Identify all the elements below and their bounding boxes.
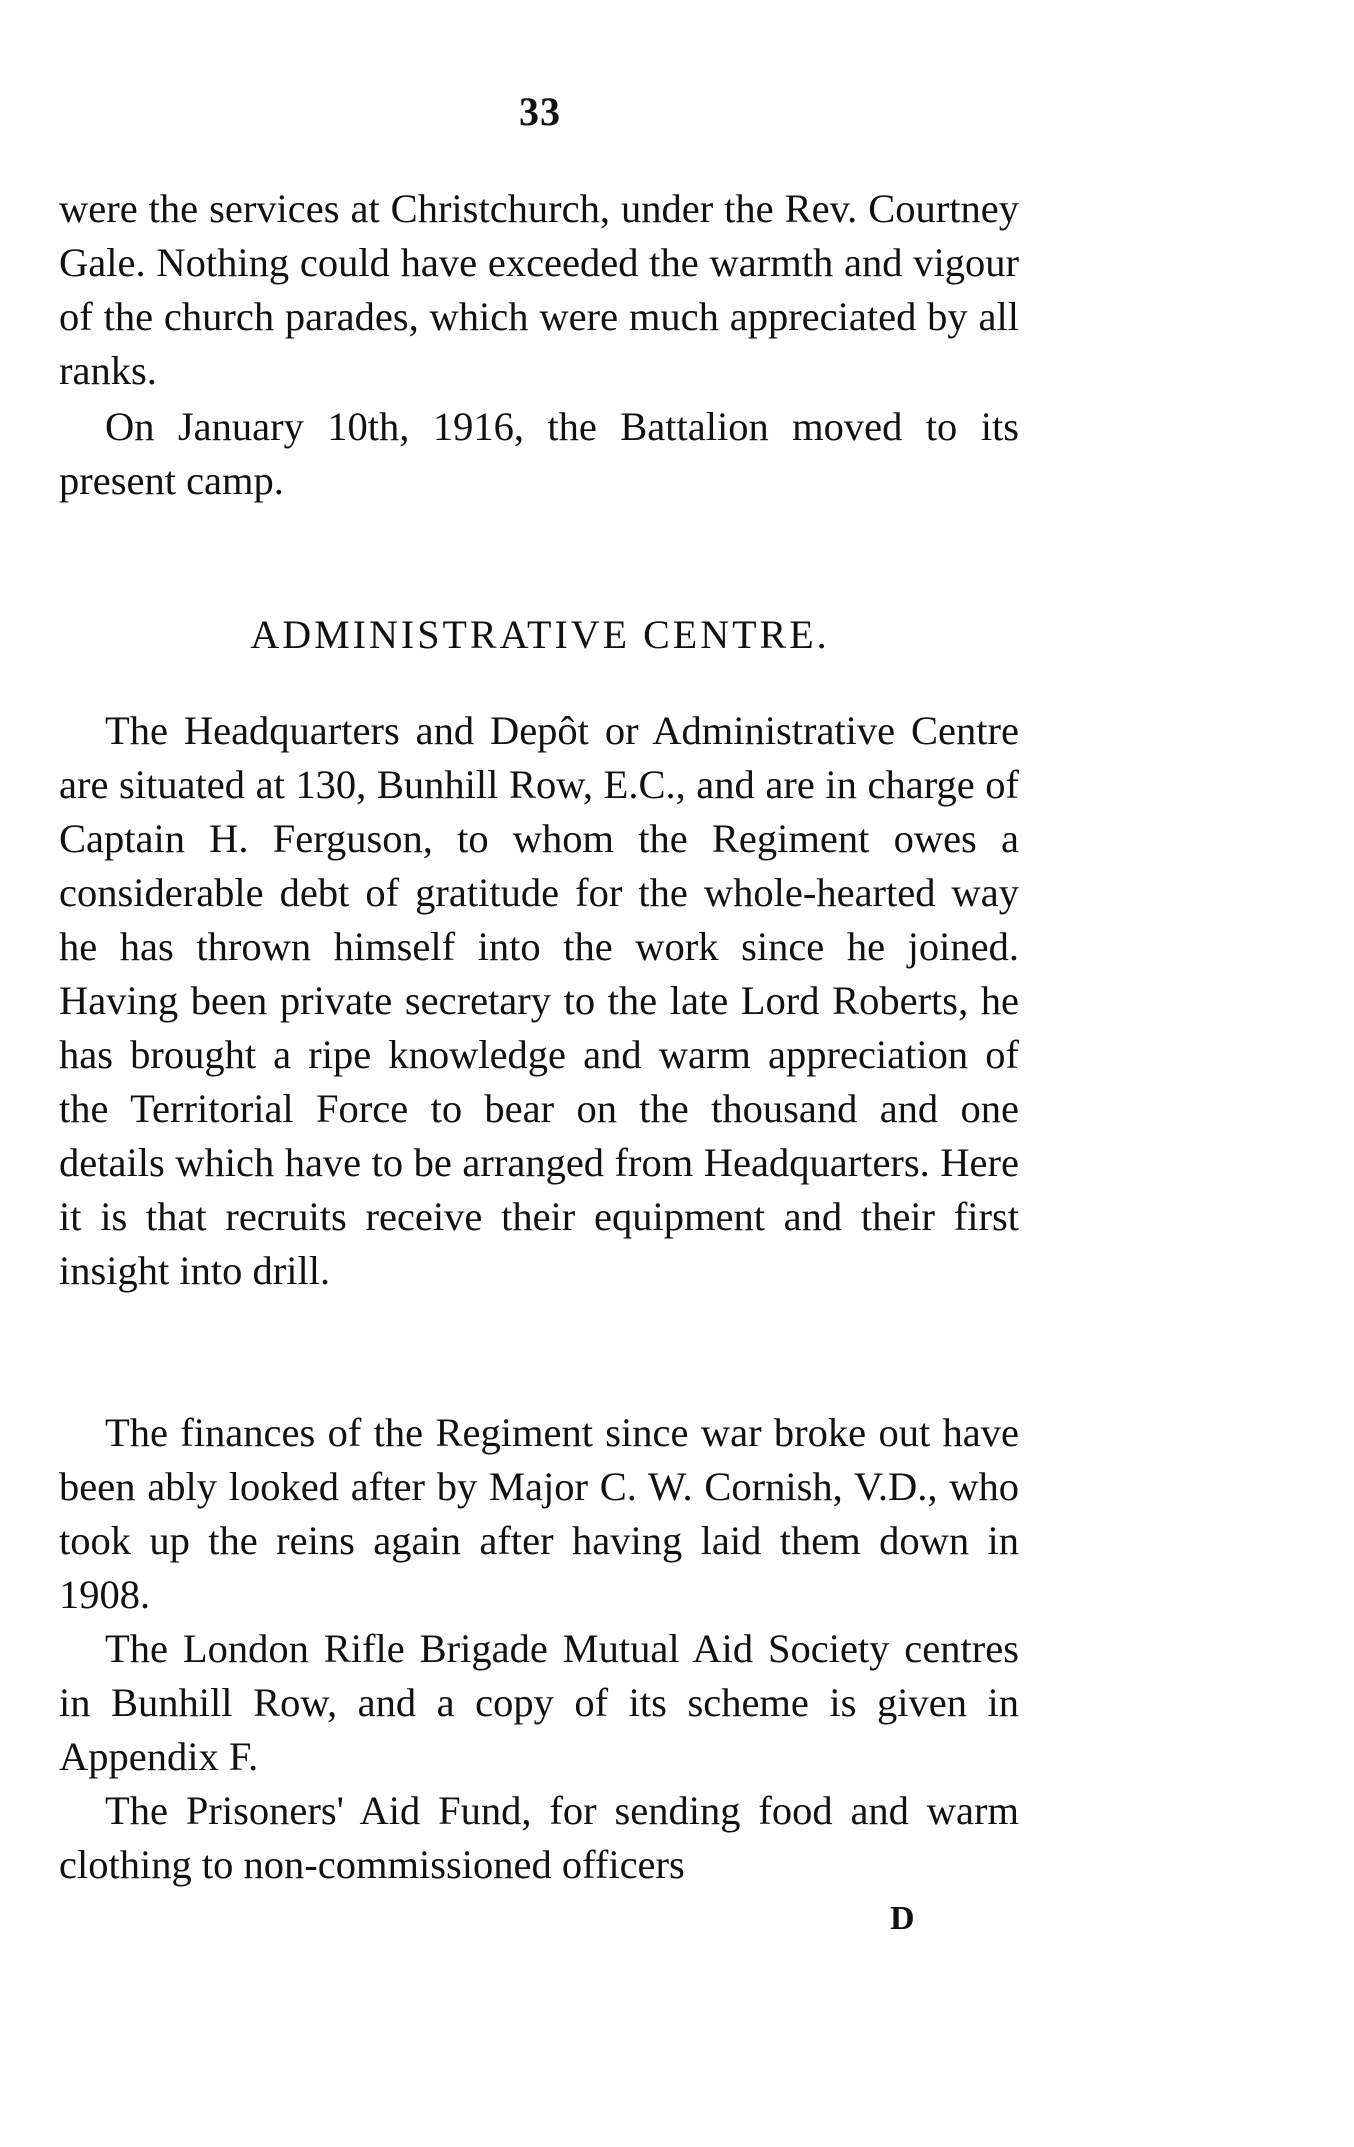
camp-paragraph: On January 10th, 1916, the Battalion moved to its present camp. bbox=[59, 404, 1019, 503]
page-number: 33 bbox=[519, 89, 561, 134]
mutual-aid-paragraph: The London Rifle Brigade Mutual Aid Society centres in Bunhill Row, and a copy of its scheme is given in Appendix F. bbox=[59, 1626, 1019, 1779]
prisoners-paragraph: The Prisoners' Aid Fund, for sending food and warm clothing to non-commissioned officers bbox=[59, 1788, 1019, 1887]
signature-mark: D bbox=[890, 1900, 916, 1937]
section-heading: ADMINISTRATIVE CENTRE. bbox=[250, 612, 830, 657]
continued-paragraph: were the services at Christchurch, under the Rev. Courtney Gale. Nothing could have exceeded the warmth and vigour of the church parades, which were much appreciated by all ranks. bbox=[59, 186, 1019, 393]
administrative-paragraph: The Headquarters and Depôt or Administrative Centre are situated at 130, Bunhill Row, E.C., and are in charge of Captain H. Ferguson, to whom the Regiment owes a considerable debt of gratitude for the whole-hearted way he has thrown himself into the work since he joined. Having been private secretary to the late Lord Roberts, he has brought a ripe knowledge and warm appreciation of the Territorial Force to bear on the thousand and one details which have to be arranged from Headquarters. Here it is that recruits receive their equipment and their first insight into drill. bbox=[59, 708, 1019, 1293]
finance-paragraph: The finances of the Regiment since war broke out have been ably looked after by Major C. W. Cornish, V.D., who took up the reins again after having laid them down in 1908. bbox=[59, 1410, 1019, 1617]
